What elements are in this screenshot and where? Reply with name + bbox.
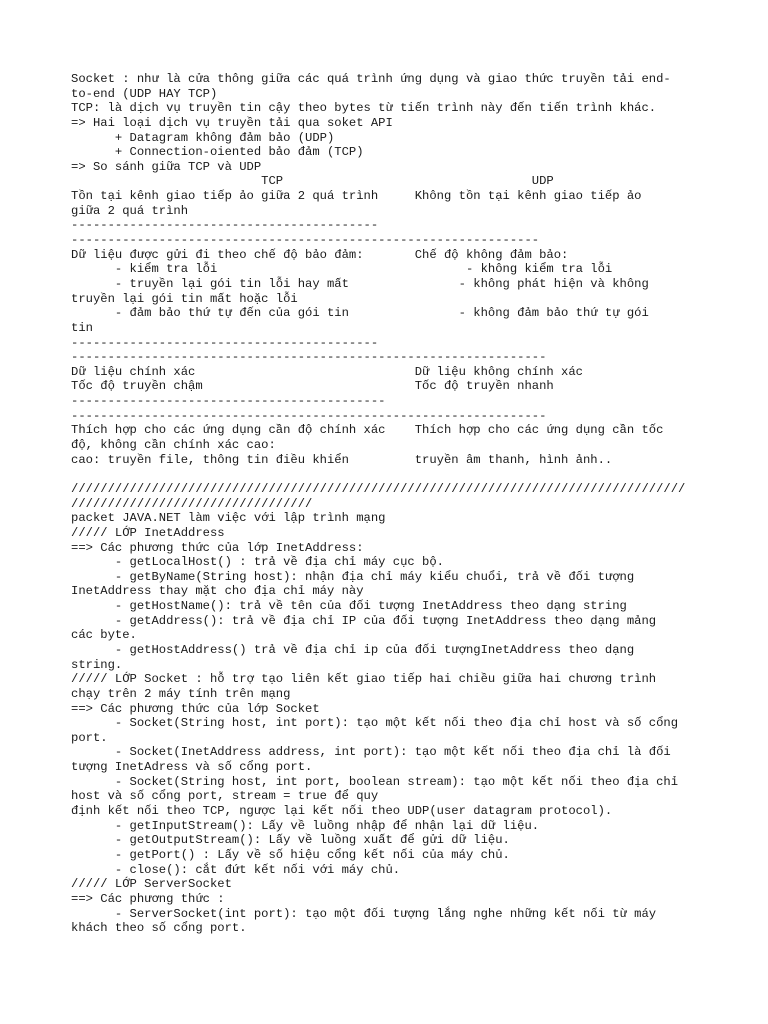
text-line: ==> Các phương thức của lớp InetAddress: (71, 540, 364, 555)
text-line: - ServerSocket(int port): tạo một đối tượng lắng nghe những kết nối từ máy (71, 906, 657, 921)
text-line: ///// LỚP Socket : hỗ trợ tạo liên kết giao tiếp hai chiều giữa hai chương trình (71, 672, 657, 687)
text-line: giữa 2 quá trình (71, 203, 189, 218)
text-line: tin (71, 320, 93, 335)
text-line: ----------------------------------------------------------------- (71, 350, 547, 365)
text-line: tượng InetAdress và số cổng port. (71, 760, 313, 775)
text-line: ---------------------------------------------------------------- (71, 233, 540, 248)
text-line: Tồn tại kênh giao tiếp ảo giữa 2 quá trình Không tồn tại kênh giao tiếp ảo (71, 189, 642, 204)
text-line: - kiểm tra lỗi - không kiểm tra lỗi (71, 262, 613, 277)
text-line: ///// LỚP InetAddress (71, 525, 225, 540)
text-line: string. (71, 657, 123, 672)
text-line: - getHostName(): trả về tên của đối tượng InetAddress theo dạng string (71, 599, 627, 614)
text-line: các byte. (71, 628, 137, 643)
text-line: - getPort() : Lấy về số hiệu cổng kết nối của máy chủ. (71, 847, 510, 862)
text-line: + Datagram không đảm bảo (UDP) (71, 130, 335, 145)
text-line: chạy trên 2 máy tính trên mạng (71, 686, 291, 701)
text-line: - getLocalHost() : trả về địa chỉ máy cục bộ. (71, 555, 444, 570)
text-line: - getHostAddress() trả về địa chỉ ip của đối tượngInetAddress theo dạng (71, 642, 635, 657)
text-line: - đảm bảo thứ tự đến của gói tin - không đảm bảo thứ tự gói (71, 306, 649, 321)
text-line: ------------------------------------------ (71, 335, 379, 350)
text-line: => Hai loại dịch vụ truyền tải qua soket API (71, 115, 393, 130)
text-line: host và số cổng port, stream = true để quy (71, 789, 379, 804)
text-line: Tốc độ truyền chậm Tốc độ truyền nhanh (71, 379, 554, 394)
text-line: //////////////////////////////////////////////////////////////////////////////////// (71, 481, 686, 496)
text-line: TCP: là dịch vụ truyền tin cậy theo bytes từ tiến trình này đến tiến trình khác. (71, 101, 657, 116)
text-line: khách theo số cổng port. (71, 921, 247, 936)
text-line (71, 467, 751, 482)
text-line: - Socket(String host, int port, boolean stream): tạo một kết nối theo địa chỉ (71, 774, 679, 789)
text-line: - close(): cắt đứt kết nối với máy chủ. (71, 862, 401, 877)
text-line: - getAddress(): trả về địa chỉ IP của đối tượng InetAddress theo dạng mảng (71, 613, 657, 628)
text-line: - getOutputStream(): Lấy về luồng xuất để gửi dữ liệu. (71, 833, 510, 848)
text-line: packet JAVA.NET làm việc với lập trình mạng (71, 511, 386, 526)
text-line: to-end (UDP HAY TCP) (71, 86, 218, 101)
text-line: truyền lại gói tin mất hoặc lỗi (71, 291, 298, 306)
text-line: ///////////////////////////////// (71, 496, 313, 511)
text-line: Dữ liệu chính xác Dữ liệu không chính xác (71, 364, 583, 379)
text-line: InetAddress thay mặt cho địa chỉ máy này (71, 584, 364, 599)
text-line: - getInputStream(): Lấy về luồng nhập để nhận lại dữ liệu. (71, 818, 540, 833)
text-line: - Socket(InetAddress address, int port): tạo một kết nối theo địa chỉ là đối (71, 745, 671, 760)
text-line: Socket : như là cửa thông giữa các quá trình ứng dụng và giao thức truyền tải end- (71, 72, 671, 86)
text-line: - Socket(String host, int port): tạo một kết nối theo địa chỉ host và số cổng (71, 716, 679, 731)
text-line: Dữ liệu được gửi đi theo chế độ bảo đảm: Chế độ không đảm bảo: (71, 247, 569, 262)
text-line: TCP UDP (71, 174, 554, 189)
text-line: ///// LỚP ServerSocket (71, 877, 232, 892)
text-line: - getByName(String host): nhận địa chỉ máy kiểu chuổi, trả về đối tượng (71, 569, 635, 584)
text-line: ----------------------------------------------------------------- (71, 408, 547, 423)
text-line: ------------------------------------------- (71, 394, 386, 409)
text-line: Thích hợp cho các ứng dụng cần độ chính xác Thích hợp cho các ứng dụng cần tốc (71, 423, 664, 438)
text-line: cao: truyền file, thông tin điều khiển truyền âm thanh, hình ảnh.. (71, 452, 613, 467)
document-page (71, 72, 751, 936)
text-line: port. (71, 730, 108, 745)
text-line: ==> Các phương thức : (71, 891, 225, 906)
text-line: ------------------------------------------ (71, 218, 379, 233)
text-line: ==> Các phương thức của lớp Socket (71, 701, 320, 716)
text-line: - truyền lại gói tin lỗi hay mất - không phát hiện và không (71, 276, 649, 291)
text-line: => So sánh giữa TCP và UDP (71, 159, 262, 174)
text-line: định kết nối theo TCP, ngược lại kết nối theo UDP(user datagram protocol). (71, 804, 613, 819)
text-line: + Connection-oiented bảo đảm (TCP) (71, 145, 364, 160)
text-line: độ, không cần chính xác cao: (71, 438, 276, 453)
